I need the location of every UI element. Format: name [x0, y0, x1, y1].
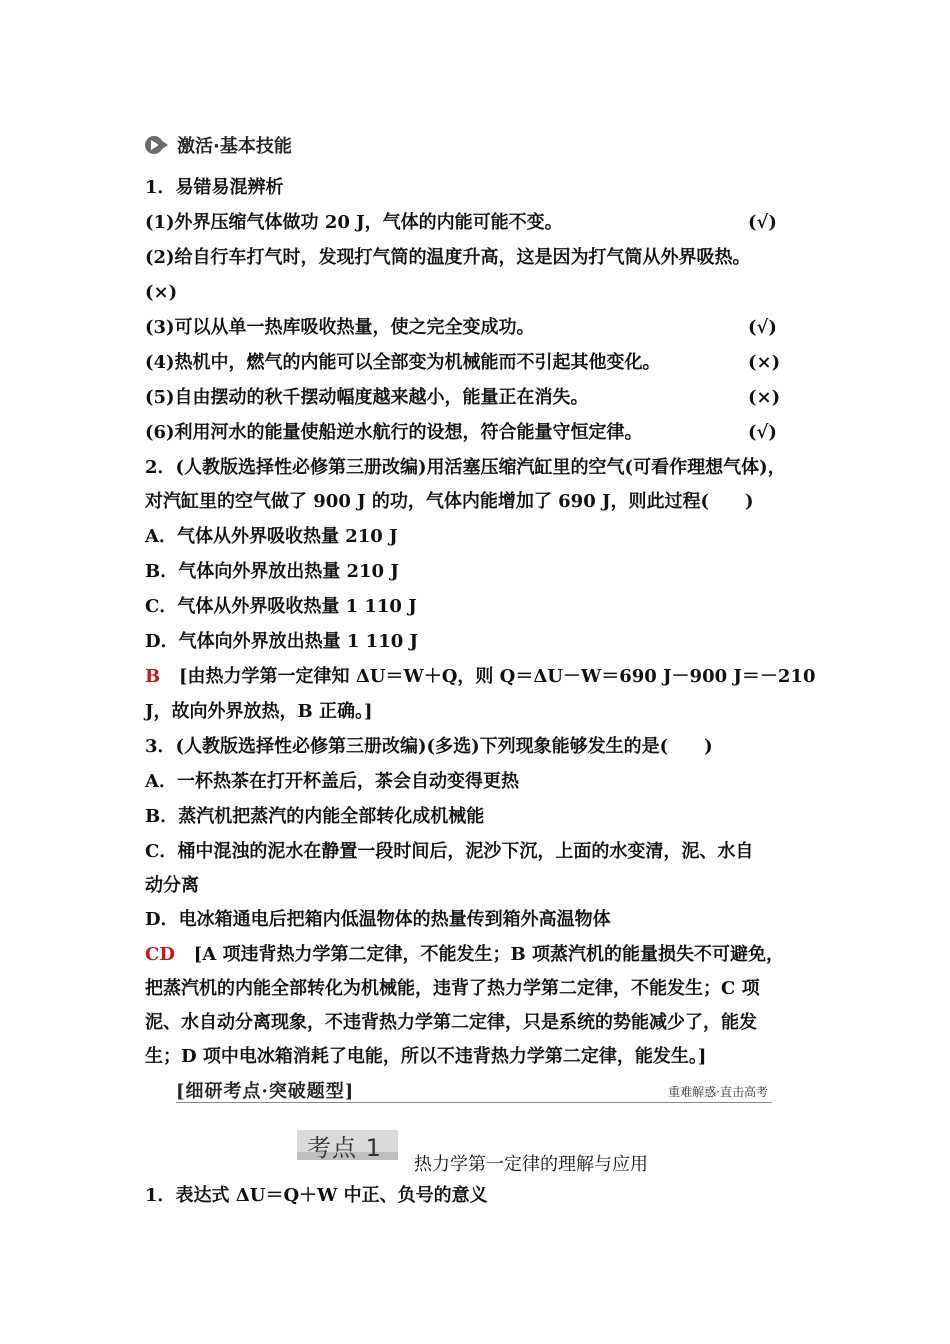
q1-heading: 1．易错易混辨析 — [145, 177, 284, 198]
section-header — [145, 132, 292, 158]
q1-item-2: (2)给自行车打气时，发现打气筒的温度升高，这是因为打气筒从外界吸热。 — [145, 247, 751, 268]
kaodian-title: 热力学第一定律的理解与应用 — [414, 1154, 648, 1175]
kaodian-badge — [297, 1130, 398, 1160]
q3-option-d: D．电冰箱通电后把箱内低温物体的热量传到箱外高温物体 — [145, 909, 611, 930]
q1-item-1: (1)外界压缩气体做功 20 J，气体的内能可能不变。 — [145, 212, 563, 233]
q3-answer-line4: 生；D 项中电冰箱消耗了电能，所以不违背热力学第二定律，能发生。] — [145, 1046, 707, 1067]
q1-item-6-mark: (√) — [748, 422, 777, 443]
q3-option-c-line1: C．桶中混浊的泥水在静置一段时间后，泥沙下沉，上面的水变清，泥、水自 — [145, 841, 754, 862]
q1-item-4: (4)热机中，燃气的内能可以全部变为机械能而不引起其他变化。 — [145, 352, 661, 373]
banner-title: [细研考点·突破题型] — [176, 1081, 355, 1102]
q1-item-4-mark: (×) — [748, 352, 781, 373]
q3-answer-text: [A 项违背热力学第二定律，不能发生；B 项蒸汽机的能量损失不可避免， — [193, 944, 784, 965]
banner-subtitle: 重难解惑·直击高考 — [668, 1085, 768, 1099]
q2-option-d: D．气体向外界放出热量 1 110 J — [145, 631, 419, 652]
q3-answer-line2: 把蒸汽机的内能全部转化为机械能，违背了热力学第二定律，不能发生；C 项 — [145, 978, 760, 999]
q1-item-5-mark: (×) — [748, 387, 781, 408]
banner-rule — [176, 1102, 772, 1103]
q1-item-1-mark: (√) — [748, 212, 777, 233]
q2-answer-line2: J，故向外界放热，B 正确。] — [145, 701, 373, 722]
q3-answer-label: CD — [145, 944, 175, 965]
q1-item-5: (5)自由摆动的秋千摆动幅度越来越小，能量正在消失。 — [145, 387, 589, 408]
section-title: 激活·基本技能 — [177, 136, 292, 157]
final-heading: 1．表达式 ΔU＝Q＋W 中正、负号的意义 — [145, 1185, 488, 1206]
q2-answer-line1 — [145, 665, 815, 689]
kaodian-label: 考点 1 — [307, 1134, 382, 1162]
section-banner — [176, 1077, 772, 1103]
q2-stem-line2: 对汽缸里的空气做了 900 J 的功，气体内能增加了 690 J，则此过程( ) — [145, 491, 754, 512]
q3-option-a: A．一杯热茶在打开杯盖后，茶会自动变得更热 — [145, 771, 519, 792]
q1-item-2-mark: (×) — [145, 282, 178, 303]
q2-answer-text: [由热力学第一定律知 ΔU＝W＋Q，则 Q＝ΔU－W＝690 J－900 J＝－210 — [179, 666, 816, 687]
play-icon — [145, 134, 167, 156]
q1-item-3-mark: (√) — [748, 317, 777, 338]
q3-option-b: B．蒸汽机把蒸汽的内能全部转化成机械能 — [145, 806, 485, 827]
q3-answer-line1 — [145, 943, 784, 967]
q2-option-b: B．气体向外界放出热量 210 J — [145, 561, 399, 582]
q2-option-a: A．气体从外界吸收热量 210 J — [145, 526, 398, 547]
q2-answer-label: B — [145, 666, 161, 687]
q1-item-3: (3)可以从单一热库吸收热量，使之完全变成功。 — [145, 317, 535, 338]
q2-option-c: C．气体从外界吸收热量 1 110 J — [145, 596, 417, 617]
q3-option-c-line2: 动分离 — [145, 875, 199, 896]
q1-item-6: (6)利用河水的能量使船逆水航行的设想，符合能量守恒定律。 — [145, 422, 643, 443]
q3-answer-line3: 泥、水自动分离现象，不违背热力学第二定律，只是系统的势能减少了，能发 — [145, 1012, 757, 1033]
q3-stem: 3．(人教版选择性必修第三册改编)(多选)下列现象能够发生的是( ) — [145, 736, 713, 757]
q2-stem-line1: 2．(人教版选择性必修第三册改编)用活塞压缩汽缸里的空气(可看作理想气体)， — [145, 457, 786, 478]
